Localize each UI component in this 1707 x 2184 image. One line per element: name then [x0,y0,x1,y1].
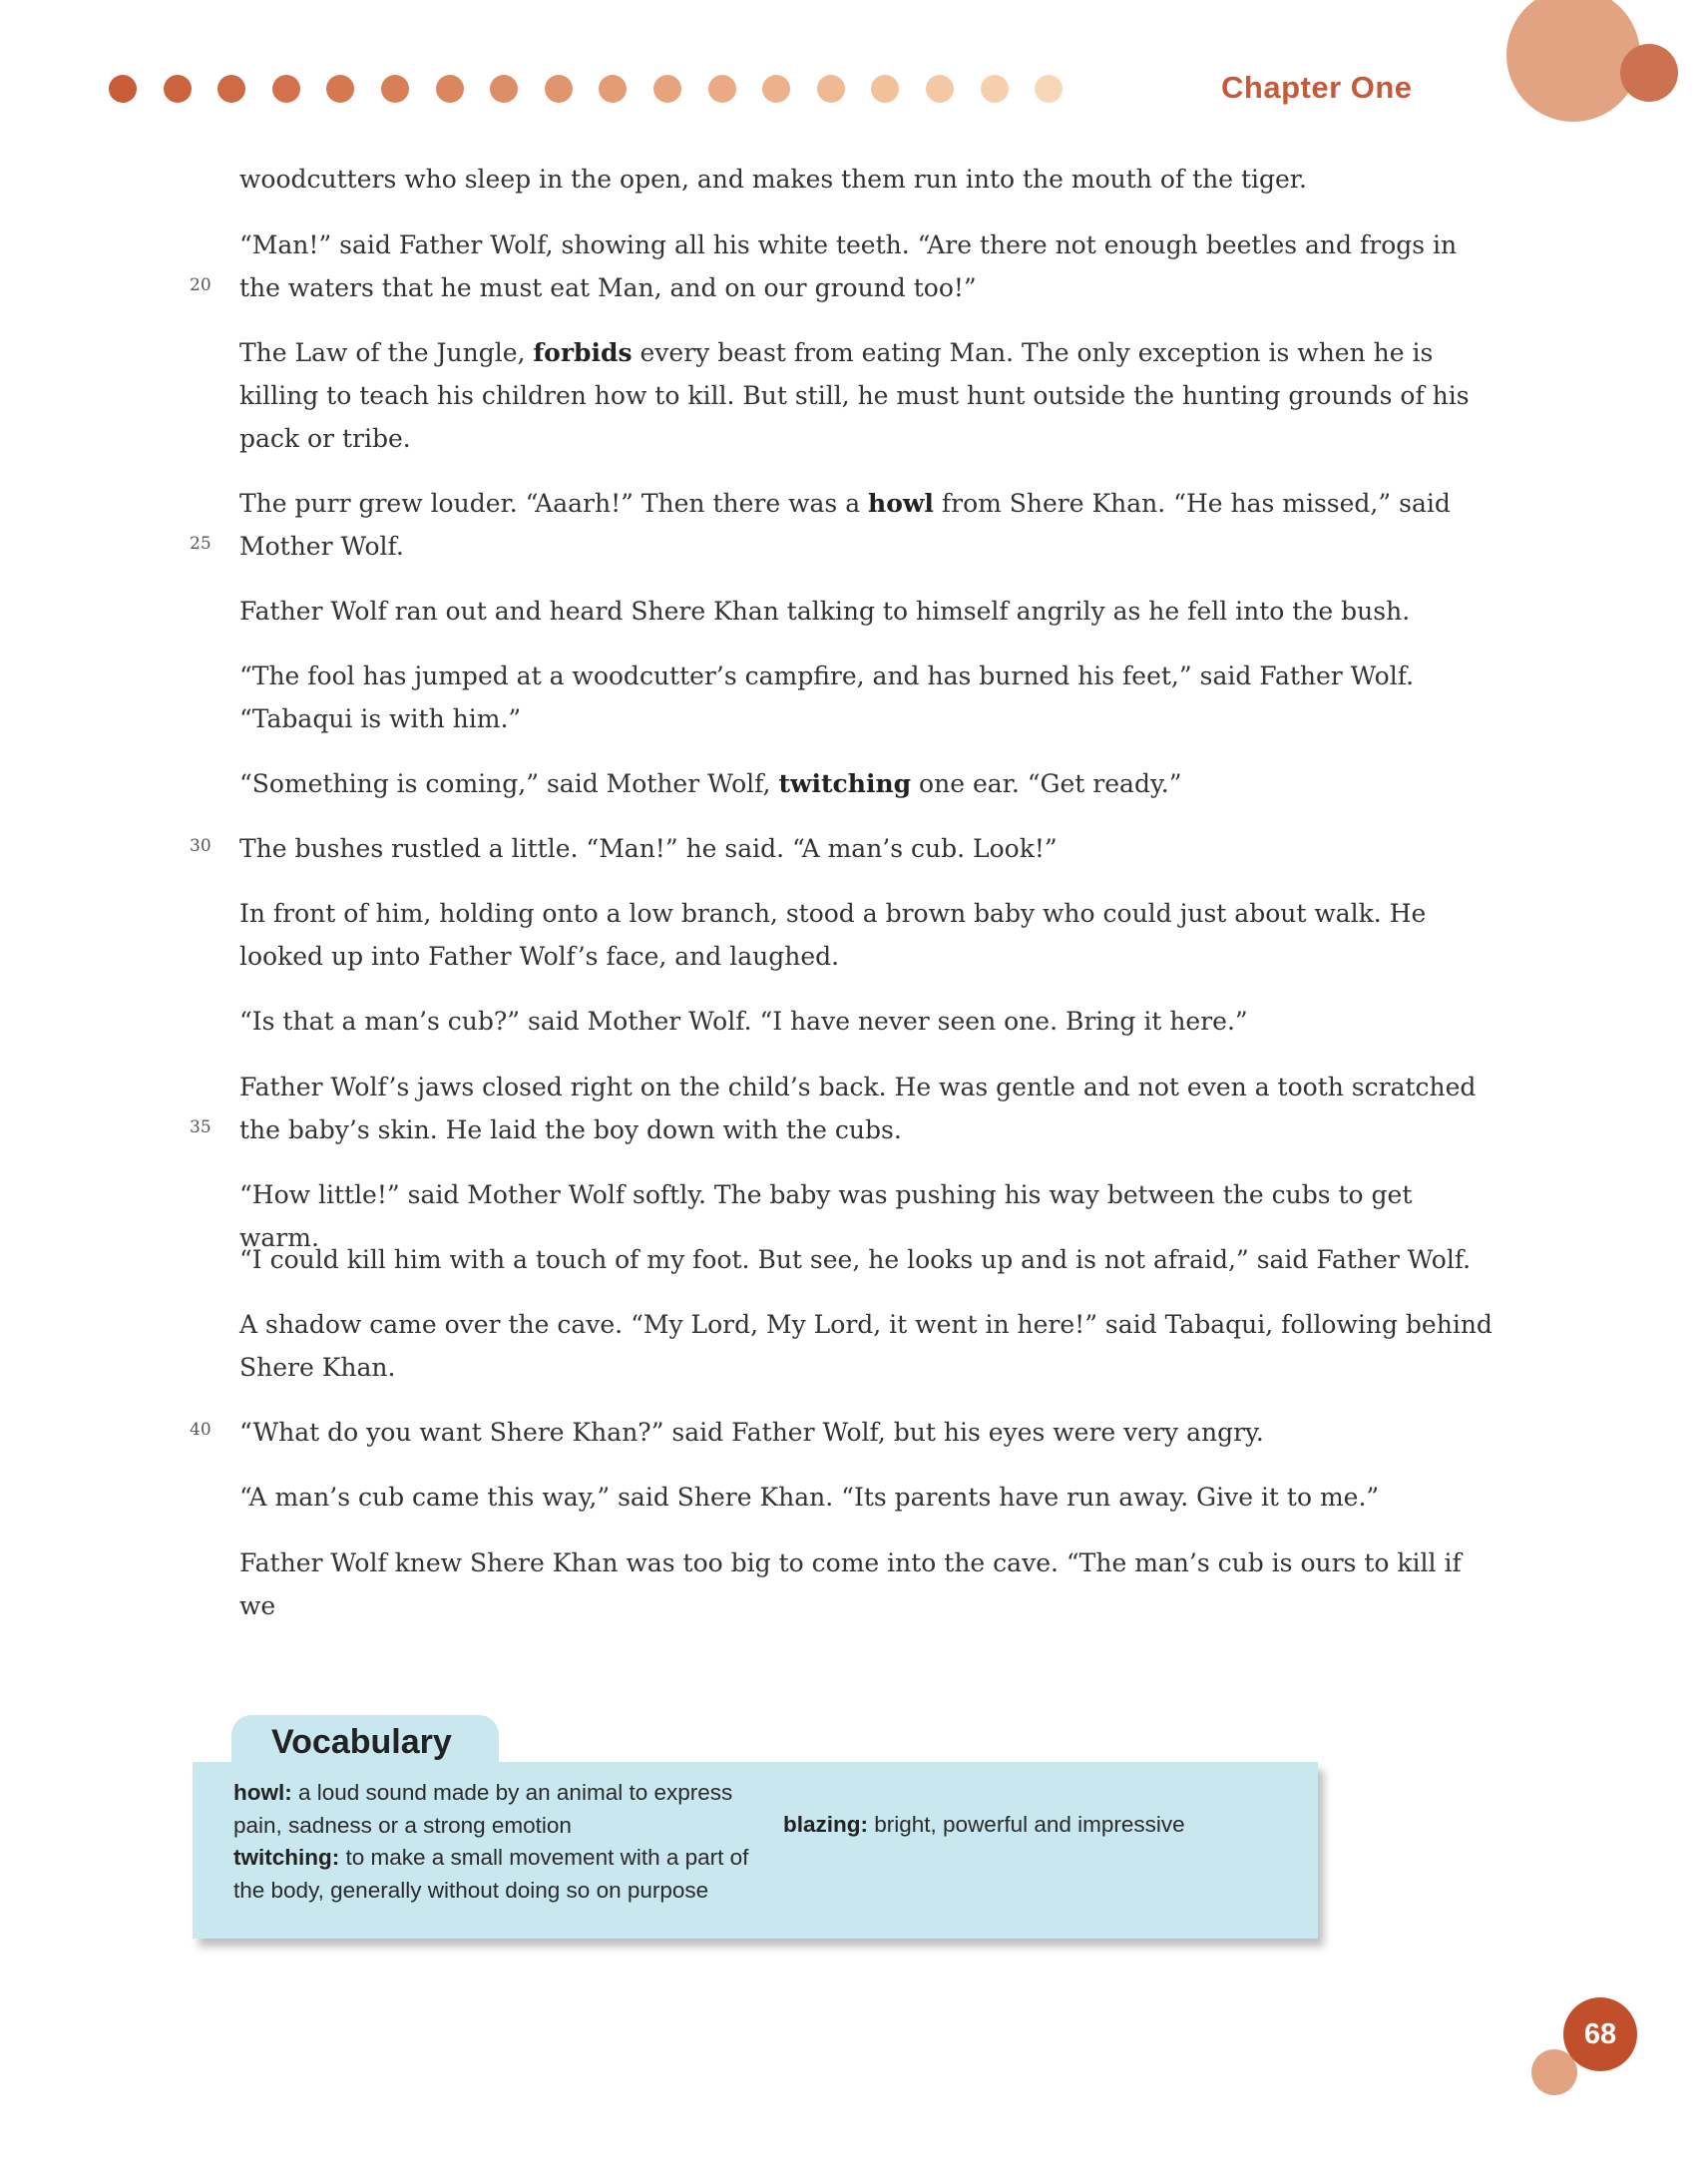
text-run: every beast from eating Man. The only exception is when he is killing to teach his children how to kill. But still, he must hunt outside the hunting grounds of his pack or tribe. [239,338,1470,453]
text-run: A shadow came over the cave. “My Lord, My Lord, it went in here!” said Tabaqui, following behind Shere Khan. [239,1310,1493,1382]
line-number: 40 [190,1420,212,1440]
paragraph [239,1411,1496,1454]
text-run: “What do you want Shere Khan?” said Father Wolf, but his eyes were very angry. [239,1418,1264,1447]
decorative-circle-large [1506,0,1640,122]
text-run: Father Wolf knew Shere Khan was too big to come into the cave. “The man’s cub is ours to kill if we [239,1548,1462,1620]
decorative-dot [599,75,627,103]
decorative-dot [926,75,954,103]
decorative-circle-small [1620,44,1678,102]
vocabulary-left-column [233,1777,752,1907]
text-run: “The fool has jumped at a woodcutter’s campfire, and has burned his feet,” said Father Wolf. “Tabaqui is with him.” [239,661,1415,733]
decorative-dot [164,75,192,103]
vocabulary-title: Vocabulary [271,1723,452,1761]
vocabulary-definition: a loud sound made by an animal to express pain, sadness or a strong emotion [233,1780,733,1838]
paragraph [239,762,1496,805]
text-run: In front of him, holding onto a low branch, stood a brown baby who could just about walk. He looked up into Father Wolf’s face, and laughed. [239,899,1427,971]
text-run: “Man!” said Father Wolf, showing all his white teeth. “Are there not enough beetles and frogs in the waters that he must eat Man, and on our ground too!” [239,230,1458,302]
decorative-dot [217,75,245,103]
paragraph [239,1066,1496,1151]
line-number: 20 [190,275,212,295]
vocabulary-term: twitching: [233,1845,340,1870]
text-run: The bushes rustled a little. “Man!” he said. “A man’s cub. Look!” [239,834,1058,863]
vocabulary-word: forbids [533,338,633,367]
paragraph [239,892,1496,978]
text-run: “Is that a man’s cub?” said Mother Wolf. “I have never seen one. Bring it here.” [239,1007,1248,1036]
vocabulary-definition: bright, powerful and impressive [868,1812,1185,1837]
decorative-dot [326,75,354,103]
decorative-dot [708,75,736,103]
paragraph [239,158,1496,201]
text-run: from Shere Khan. “He has missed,” said Mother Wolf. [239,489,1451,561]
paragraph [239,1303,1496,1389]
decorative-dot [762,75,790,103]
text-run: Father Wolf ran out and heard Shere Khan talking to himself angrily as he fell into the bush. [239,597,1411,626]
vocabulary-term: howl: [233,1780,292,1805]
paragraph [239,482,1496,568]
chapter-title: Chapter One [1221,70,1413,105]
decorative-dot [871,75,899,103]
paragraph [239,827,1496,870]
vocabulary-word: twitching [778,769,912,798]
text-run: The purr grew louder. “Aaarh!” Then there was a [239,489,869,518]
paragraph [239,1476,1496,1519]
paragraph [239,331,1496,460]
text-run: one ear. “Get ready.” [911,769,1182,798]
text-run: “I could kill him with a touch of my foot. But see, he looks up and is not afraid,” said Father Wolf. [239,1245,1472,1274]
paragraph [239,1541,1496,1627]
decorative-dot [653,75,681,103]
text-run: woodcutters who sleep in the open, and makes them run into the mouth of the tiger. [239,165,1307,194]
decorative-dot [490,75,518,103]
vocabulary-word: howl [868,489,934,518]
line-number: 25 [190,534,212,554]
paragraph [239,1000,1496,1043]
text-run: “Something is coming,” said Mother Wolf, [239,769,779,798]
decorative-dot [272,75,300,103]
text-run: Father Wolf’s jaws closed right on the child’s back. He was gentle and not even a tooth scratched the baby’s skin. He laid the boy down with the cubs. [239,1073,1477,1144]
decorative-dot [1035,75,1063,103]
paragraph [239,1238,1496,1281]
vocabulary-term: blazing: [783,1812,868,1837]
decorative-dot [817,75,845,103]
vocabulary-right-column [783,1809,1282,1842]
text-run: “How little!” said Mother Wolf softly. The baby was pushing his way between the cubs to get warm. [239,1180,1413,1252]
line-number: 35 [190,1117,212,1137]
page-number: 68 [1563,1997,1637,2071]
decorative-dot [981,75,1009,103]
paragraph [239,223,1496,309]
paragraph [239,655,1496,740]
vocabulary-definition: to make a small movement with a part of the body, generally without doing so on purpose [233,1845,749,1903]
decorative-dot [436,75,464,103]
paragraph [239,590,1496,633]
text-run: “A man’s cub came this way,” said Shere Khan. “Its parents have run away. Give it to me.” [239,1483,1380,1512]
decorative-dot [381,75,409,103]
text-run: The Law of the Jungle, [239,338,534,367]
decorative-dot [109,75,137,103]
line-number: 30 [190,836,212,856]
decorative-dot [545,75,573,103]
